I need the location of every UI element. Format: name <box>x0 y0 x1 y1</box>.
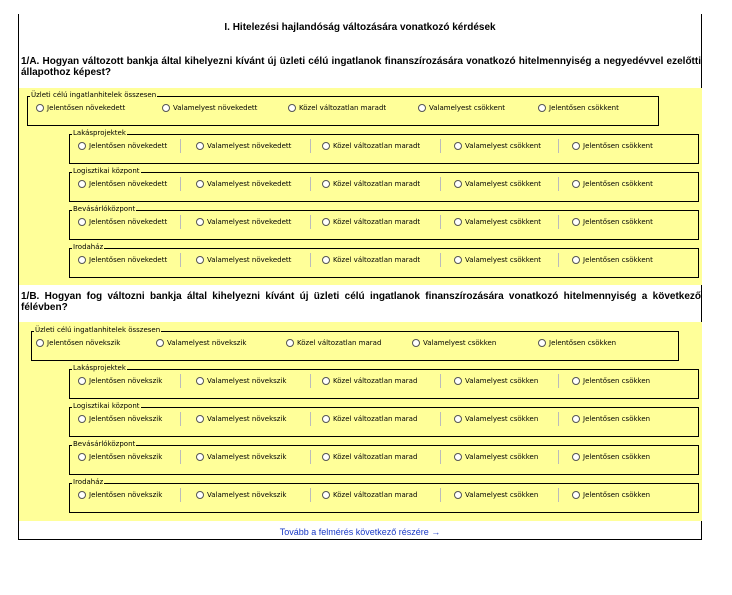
radio-label: Jelentősen növekedett <box>89 142 168 150</box>
radio-label: Valamelyest növekszik <box>207 377 287 385</box>
option-separator <box>310 374 311 388</box>
radio-button[interactable] <box>572 491 580 499</box>
radio-button[interactable] <box>538 104 546 112</box>
radio-button[interactable] <box>454 491 462 499</box>
option-separator <box>440 139 441 153</box>
radio-button[interactable] <box>454 415 462 423</box>
page-title: I. Hitelezési hajlandóság változására vonatkozó kérdések <box>224 22 496 33</box>
radio-button[interactable] <box>78 256 86 264</box>
radio-button[interactable] <box>78 218 86 226</box>
radio-label: Valamelyest növekedett <box>207 218 292 226</box>
radio-button[interactable] <box>454 453 462 461</box>
radio-button[interactable] <box>78 415 86 423</box>
radio-option[interactable] <box>196 255 291 265</box>
radio-option[interactable] <box>78 179 167 189</box>
radio-option[interactable] <box>36 103 125 113</box>
group-legend: Logisztikai központ <box>73 167 140 175</box>
option-separator <box>440 374 441 388</box>
radio-label: Jelentősen csökken <box>583 491 651 499</box>
radio-option[interactable] <box>454 255 541 265</box>
radio-option[interactable] <box>572 376 650 386</box>
radio-label: Közel változatlan marad <box>333 377 418 385</box>
option-separator <box>180 215 181 229</box>
radio-button[interactable] <box>196 256 204 264</box>
radio-button[interactable] <box>572 218 580 226</box>
radio-option[interactable] <box>454 414 538 424</box>
radio-option[interactable] <box>162 103 257 113</box>
subgroup <box>69 167 699 202</box>
radio-button[interactable] <box>78 377 86 385</box>
option-separator <box>180 412 181 426</box>
option-separator <box>180 177 181 191</box>
radio-option[interactable] <box>78 376 162 386</box>
radio-option[interactable] <box>538 103 619 113</box>
radio-option[interactable] <box>322 452 417 462</box>
option-separator <box>310 412 311 426</box>
option-separator <box>310 139 311 153</box>
radio-button[interactable] <box>322 256 330 264</box>
radio-label: Valamelyest növekszik <box>207 453 287 461</box>
radio-label: Jelentősen növekszik <box>89 415 163 423</box>
option-separator <box>558 139 559 153</box>
subgroup <box>69 129 699 164</box>
group-legend: Irodaház <box>73 243 104 251</box>
radio-option[interactable] <box>322 414 417 424</box>
radio-option[interactable] <box>418 103 505 113</box>
radio-label: Jelentősen növekszik <box>47 339 121 347</box>
radio-label: Valamelyest csökken <box>465 415 539 423</box>
radio-option[interactable] <box>572 141 653 151</box>
group-legend: Logisztikai központ <box>73 402 140 410</box>
radio-label: Valamelyest növekedett <box>207 142 292 150</box>
subgroup <box>69 478 699 513</box>
radio-label: Közel változatlan maradt <box>333 180 421 188</box>
radio-option[interactable] <box>78 255 167 265</box>
subgroup <box>69 440 699 475</box>
radio-button[interactable] <box>36 104 44 112</box>
option-separator <box>440 177 441 191</box>
radio-label: Valamelyest csökkent <box>465 142 542 150</box>
radio-button[interactable] <box>454 377 462 385</box>
radio-option[interactable] <box>288 103 386 113</box>
group-legend: Üzleti célú ingatlanhitelek összesen <box>35 326 161 334</box>
radio-button[interactable] <box>322 491 330 499</box>
radio-button[interactable] <box>572 256 580 264</box>
radio-label: Jelentősen csökken <box>583 415 651 423</box>
group-legend: Lakásprojektek <box>73 129 126 137</box>
option-separator <box>440 450 441 464</box>
option-separator <box>310 215 311 229</box>
radio-option[interactable] <box>196 141 291 151</box>
radio-button[interactable] <box>572 142 580 150</box>
radio-option[interactable] <box>572 255 653 265</box>
radio-label: Valamelyest csökkent <box>465 256 542 264</box>
option-separator <box>558 374 559 388</box>
option-separator <box>310 177 311 191</box>
group-legend: Üzleti célú ingatlanhitelek összesen <box>31 91 157 99</box>
subgroup <box>69 243 699 278</box>
radio-option[interactable] <box>572 490 650 500</box>
radio-option[interactable] <box>196 376 286 386</box>
radio-button[interactable] <box>78 453 86 461</box>
radio-button[interactable] <box>538 339 546 347</box>
radio-button[interactable] <box>418 104 426 112</box>
radio-option[interactable] <box>322 141 420 151</box>
option-separator <box>558 253 559 267</box>
radio-label: Jelentősen növekszik <box>89 377 163 385</box>
group-legend: Lakásprojektek <box>73 364 126 372</box>
radio-label: Jelentősen növekedett <box>89 180 168 188</box>
radio-label: Valamelyest csökken <box>465 491 539 499</box>
radio-option[interactable] <box>286 338 381 348</box>
radio-button[interactable] <box>162 104 170 112</box>
radio-option[interactable] <box>196 490 286 500</box>
radio-button[interactable] <box>572 453 580 461</box>
radio-option[interactable] <box>572 414 650 424</box>
group-legend: Irodaház <box>73 478 104 486</box>
radio-label: Valamelyest növekszik <box>167 339 247 347</box>
radio-button[interactable] <box>78 180 86 188</box>
radio-button[interactable] <box>286 339 294 347</box>
radio-option[interactable] <box>412 338 496 348</box>
group-legend: Bevásárlóközpont <box>73 205 136 213</box>
radio-label: Közel változatlan marad <box>333 491 418 499</box>
option-separator <box>558 488 559 502</box>
radio-option[interactable] <box>78 141 167 151</box>
option-separator <box>180 374 181 388</box>
radio-option[interactable] <box>36 338 120 348</box>
radio-label: Közel változatlan marad <box>297 339 382 347</box>
radio-option[interactable] <box>196 179 291 189</box>
subgroup <box>69 402 699 437</box>
radio-label: Valamelyest növekszik <box>207 491 287 499</box>
option-separator <box>558 177 559 191</box>
radio-button[interactable] <box>196 377 204 385</box>
radio-label: Jelentősen növekszik <box>89 491 163 499</box>
option-separator <box>440 412 441 426</box>
question-text: 1/B. Hogyan fog változni bankja által kihelyezni kívánt új üzleti célú ingatlanok finanszírozására vonatkozó hitelmennyiség a következő félévben? <box>21 291 701 313</box>
radio-option[interactable] <box>572 217 653 227</box>
radio-button[interactable] <box>196 180 204 188</box>
radio-label: Közel változatlan maradt <box>333 142 421 150</box>
option-separator <box>310 450 311 464</box>
radio-button[interactable] <box>322 180 330 188</box>
radio-label: Jelentősen csökkent <box>583 180 653 188</box>
radio-label: Jelentősen csökken <box>583 453 651 461</box>
option-separator <box>440 215 441 229</box>
radio-label: Jelentősen csökkent <box>583 142 653 150</box>
radio-label: Valamelyest növekszik <box>207 415 287 423</box>
radio-button[interactable] <box>322 415 330 423</box>
radio-label: Jelentősen csökken <box>583 377 651 385</box>
next-section-link[interactable]: Tovább a felmérés következő részére → <box>279 527 441 537</box>
radio-label: Jelentősen növekedett <box>47 104 126 112</box>
option-separator <box>558 215 559 229</box>
radio-label: Valamelyest csökkent <box>465 218 542 226</box>
radio-option[interactable] <box>454 376 538 386</box>
total-group <box>31 326 679 361</box>
radio-button[interactable] <box>454 256 462 264</box>
radio-option[interactable] <box>196 452 286 462</box>
radio-button[interactable] <box>412 339 420 347</box>
radio-label: Közel változatlan maradt <box>333 218 421 226</box>
radio-label: Jelentősen csökkent <box>549 104 619 112</box>
option-separator <box>558 450 559 464</box>
radio-button[interactable] <box>288 104 296 112</box>
radio-option[interactable] <box>322 255 420 265</box>
radio-label: Jelentősen csökkent <box>583 218 653 226</box>
radio-label: Közel változatlan maradt <box>299 104 387 112</box>
radio-label: Jelentősen növekszik <box>89 453 163 461</box>
radio-button[interactable] <box>454 218 462 226</box>
radio-button[interactable] <box>454 180 462 188</box>
radio-label: Valamelyest növekedett <box>173 104 258 112</box>
total-group <box>27 91 659 126</box>
radio-button[interactable] <box>196 453 204 461</box>
radio-option[interactable] <box>572 179 653 189</box>
radio-label: Jelentősen növekedett <box>89 256 168 264</box>
radio-label: Közel változatlan marad <box>333 453 418 461</box>
radio-option[interactable] <box>78 217 167 227</box>
radio-option[interactable] <box>322 179 420 189</box>
radio-label: Jelentősen növekedett <box>89 218 168 226</box>
radio-option[interactable] <box>538 338 616 348</box>
radio-option[interactable] <box>572 452 650 462</box>
radio-option[interactable] <box>78 452 162 462</box>
radio-option[interactable] <box>196 217 291 227</box>
radio-label: Valamelyest csökken <box>465 453 539 461</box>
group-legend: Bevásárlóközpont <box>73 440 136 448</box>
radio-button[interactable] <box>572 377 580 385</box>
question-text: 1/A. Hogyan változott bankja által kihelyezni kívánt új üzleti célú ingatlanok finanszírozására vonatkozó hitelmennyiség a negyedévvel ezelőtti állapothoz képest? <box>21 56 701 78</box>
radio-button[interactable] <box>36 339 44 347</box>
subgroup <box>69 364 699 399</box>
radio-label: Közel változatlan maradt <box>333 256 421 264</box>
radio-label: Közel változatlan marad <box>333 415 418 423</box>
radio-button[interactable] <box>196 142 204 150</box>
radio-button[interactable] <box>196 415 204 423</box>
option-separator <box>180 139 181 153</box>
radio-option[interactable] <box>454 141 541 151</box>
radio-label: Valamelyest csökken <box>465 377 539 385</box>
option-separator <box>440 253 441 267</box>
option-separator <box>440 488 441 502</box>
radio-option[interactable] <box>78 490 162 500</box>
radio-option[interactable] <box>454 452 538 462</box>
radio-option[interactable] <box>78 414 162 424</box>
radio-option[interactable] <box>196 414 286 424</box>
option-separator <box>180 253 181 267</box>
radio-button[interactable] <box>572 180 580 188</box>
radio-option[interactable] <box>454 217 541 227</box>
radio-option[interactable] <box>454 490 538 500</box>
radio-button[interactable] <box>454 142 462 150</box>
radio-button[interactable] <box>572 415 580 423</box>
option-separator <box>180 488 181 502</box>
radio-button[interactable] <box>78 491 86 499</box>
radio-button[interactable] <box>196 218 204 226</box>
radio-label: Valamelyest növekedett <box>207 180 292 188</box>
radio-button[interactable] <box>156 339 164 347</box>
radio-option[interactable] <box>322 490 417 500</box>
option-separator <box>558 412 559 426</box>
radio-button[interactable] <box>78 142 86 150</box>
radio-option[interactable] <box>322 376 417 386</box>
radio-label: Valamelyest csökken <box>423 339 497 347</box>
radio-option[interactable] <box>322 217 420 227</box>
option-separator <box>310 488 311 502</box>
radio-label: Valamelyest növekedett <box>207 256 292 264</box>
radio-button[interactable] <box>322 377 330 385</box>
subgroup <box>69 205 699 240</box>
radio-label: Jelentősen csökken <box>549 339 617 347</box>
radio-label: Valamelyest csökkent <box>429 104 506 112</box>
radio-button[interactable] <box>322 453 330 461</box>
radio-button[interactable] <box>322 218 330 226</box>
option-separator <box>180 450 181 464</box>
radio-label: Valamelyest csökkent <box>465 180 542 188</box>
radio-option[interactable] <box>156 338 246 348</box>
radio-label: Jelentősen csökkent <box>583 256 653 264</box>
radio-option[interactable] <box>454 179 541 189</box>
survey-frame <box>18 14 702 540</box>
radio-button[interactable] <box>322 142 330 150</box>
radio-button[interactable] <box>196 491 204 499</box>
option-separator <box>310 253 311 267</box>
